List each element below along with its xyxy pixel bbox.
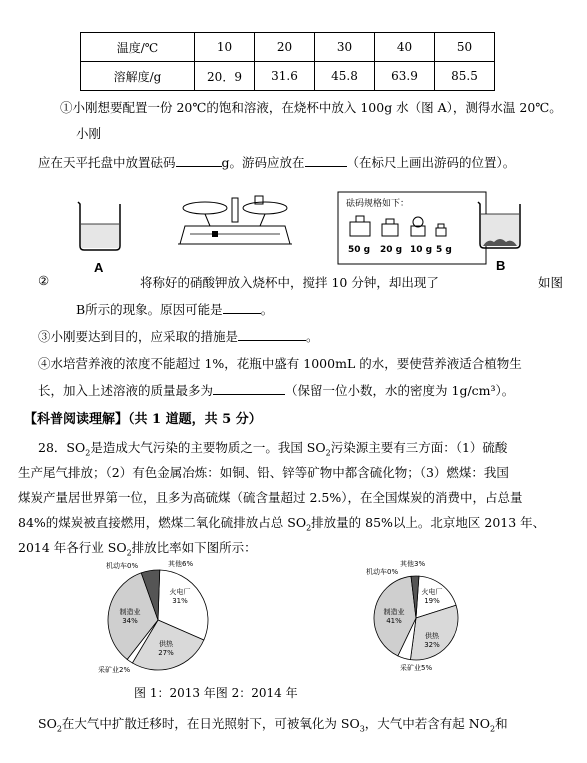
answer-blank[interactable] xyxy=(213,380,285,395)
pie-label-2: 采矿业5% xyxy=(400,664,433,672)
subscript: 2 xyxy=(85,448,91,458)
q1-line1b: 小刚 xyxy=(76,126,102,141)
pie-label-0: 火电厂 xyxy=(169,588,191,596)
section-title: 【科普阅读理解】（共 1 道题，共 5 分） xyxy=(24,412,262,427)
apparatus-figures xyxy=(60,188,580,276)
answer-blank[interactable] xyxy=(305,152,347,167)
subscript: 2 xyxy=(56,724,62,734)
q3-text: ③小刚要达到目的，应采取的措施是 xyxy=(38,329,239,344)
pie-label-5: 其他6% xyxy=(168,560,194,568)
pie-label-2: 采矿业2% xyxy=(98,666,131,674)
weight-20g: 20 g xyxy=(380,245,403,255)
last-c: ，大气中若含有起 NO xyxy=(364,716,490,731)
q4-line2 xyxy=(38,380,514,399)
weights-title: 砝码规格如下： xyxy=(346,199,410,209)
table-cell: 85.5 xyxy=(435,62,495,91)
answer-blank[interactable] xyxy=(176,152,222,167)
weight-50g: 50 g xyxy=(348,245,371,255)
q4-line2a: 长，加入上述溶液的质量最多为 xyxy=(38,383,214,398)
q28-l1b: 是造成大气污染的主要物质之一。我国 SO xyxy=(90,440,326,455)
subscript: 2 xyxy=(325,448,331,458)
pie-value-0: 19% xyxy=(424,597,440,605)
table-cell: 30 xyxy=(315,33,375,62)
beaker-a-icon xyxy=(78,202,120,250)
last-line xyxy=(38,714,508,734)
weight-5g: 5 g xyxy=(436,245,452,255)
table-cell: 63.9 xyxy=(375,62,435,91)
q2-line2-text: B所示的现象。原因可能是 xyxy=(76,302,223,317)
pie-label-3: 制造业 xyxy=(119,608,141,616)
label-a: A xyxy=(94,260,104,275)
q2-end: 如图 xyxy=(538,275,564,290)
q3-line xyxy=(38,326,319,345)
pie-value-0: 31% xyxy=(172,597,188,605)
q28-l4a: 84%的煤炭被直接燃用，燃煤二氧化硫排放占总 SO xyxy=(18,515,307,530)
q1-line2a: 应在天平托盘中放置砝码 xyxy=(38,155,176,170)
row-label-temp: 温度/℃ xyxy=(81,33,195,62)
pie-label-0: 火电厂 xyxy=(421,588,443,596)
row-label-solubility: 溶解度/g xyxy=(81,62,195,91)
q1-line2b: g。游码应放在 xyxy=(221,155,305,170)
last-b: 在大气中扩散迁移时，在日光照射下，可被氧化为 SO xyxy=(61,716,360,731)
q1-line2c: （在标尺上画出游码的位置）。 xyxy=(346,155,516,170)
beaker-b-icon xyxy=(478,202,520,248)
pie-label-4: 机动车0% xyxy=(106,562,139,570)
table-row xyxy=(81,33,495,62)
answer-blank[interactable] xyxy=(223,299,261,314)
table-cell: 45.8 xyxy=(315,62,375,91)
q28-line5 xyxy=(18,538,257,558)
table-cell: 31.6 xyxy=(255,62,315,91)
table-cell: 20 xyxy=(255,33,315,62)
last-a: SO xyxy=(38,716,57,731)
table-row xyxy=(81,62,495,91)
pie-value-1: 27% xyxy=(158,649,174,657)
table-cell: 10 xyxy=(195,33,255,62)
q2-text: 将称好的硝酸钾放入烧杯中，搅拌 10 分钟，却出现了 xyxy=(140,275,439,290)
subscript: 2 xyxy=(126,548,132,558)
weights-box xyxy=(338,192,486,264)
q1-line2 xyxy=(38,152,515,171)
figure-captions: 图 1：2013 年图 2：2014 年 xyxy=(134,686,298,700)
q28-l1a: 28．SO xyxy=(38,440,86,455)
subscript: 2 xyxy=(489,724,496,734)
solubility-table xyxy=(80,32,495,91)
q28-l5a: 2014 年各行业 SO xyxy=(18,540,127,555)
q28-line2: 生产尾气排放；（2）有色金属冶炼：如铜、铅、锌等矿物中都含硫化物；（3）燃煤：我国 xyxy=(18,465,509,480)
q28-l4b: 排放量的 85%以上。北京地区 2013 年、 xyxy=(311,515,546,530)
pie-label-4: 机动车0% xyxy=(366,568,399,576)
pie-label-1: 供热 xyxy=(425,632,439,640)
q28-line1 xyxy=(38,438,507,458)
q4-line1: ④水培营养液的浓度不能超过 1%，花瓶中盛有 1000mL 的水，要使营养液适合植物生 xyxy=(38,356,522,371)
pie-value-3: 34% xyxy=(122,617,138,625)
table-cell: 40 xyxy=(375,33,435,62)
last-d: 和 xyxy=(495,716,508,731)
pie-label-3: 制造业 xyxy=(383,608,405,616)
q1-line1: ①小刚想要配置一份 20℃的饱和溶液，在烧杯中放入 100g 水（图 A），测得水温 20℃。 xyxy=(60,100,562,115)
q2-line2-end: 。 xyxy=(260,302,274,317)
table-cell: 20．9 xyxy=(195,62,255,91)
q28-l1c: 污染源主要有三方面：（1）硫酸 xyxy=(330,440,508,455)
answer-blank[interactable] xyxy=(238,326,306,341)
q3-end: 。 xyxy=(306,329,319,344)
pie-chart-2014 xyxy=(362,560,472,676)
pie-chart-2013 xyxy=(86,560,226,676)
pie-label-1: 供热 xyxy=(159,640,173,648)
pie-label-5: 其他3% xyxy=(400,560,426,568)
pie-value-1: 32% xyxy=(424,641,440,649)
table-cell: 50 xyxy=(435,33,495,62)
subscript: 3 xyxy=(359,724,365,734)
weight-10g: 10 g xyxy=(410,245,433,255)
pie-value-3: 41% xyxy=(386,617,402,625)
q2-num: ② xyxy=(38,273,50,288)
q28-line3: 煤炭产量居世界第一位，且多为高硫煤（硫含量超过 2.5%），在全国煤炭的消费中，占总量 xyxy=(18,490,523,505)
q28-l5b: 排放比率如下图所示： xyxy=(131,540,257,555)
subscript: 2 xyxy=(306,523,312,533)
q2-line2 xyxy=(76,299,273,318)
balance-icon xyxy=(178,196,292,244)
q28-line4 xyxy=(18,513,545,533)
label-b: B xyxy=(496,258,506,273)
q4-line2b: （保留一位小数，水的密度为 1g/cm³）。 xyxy=(285,383,515,398)
